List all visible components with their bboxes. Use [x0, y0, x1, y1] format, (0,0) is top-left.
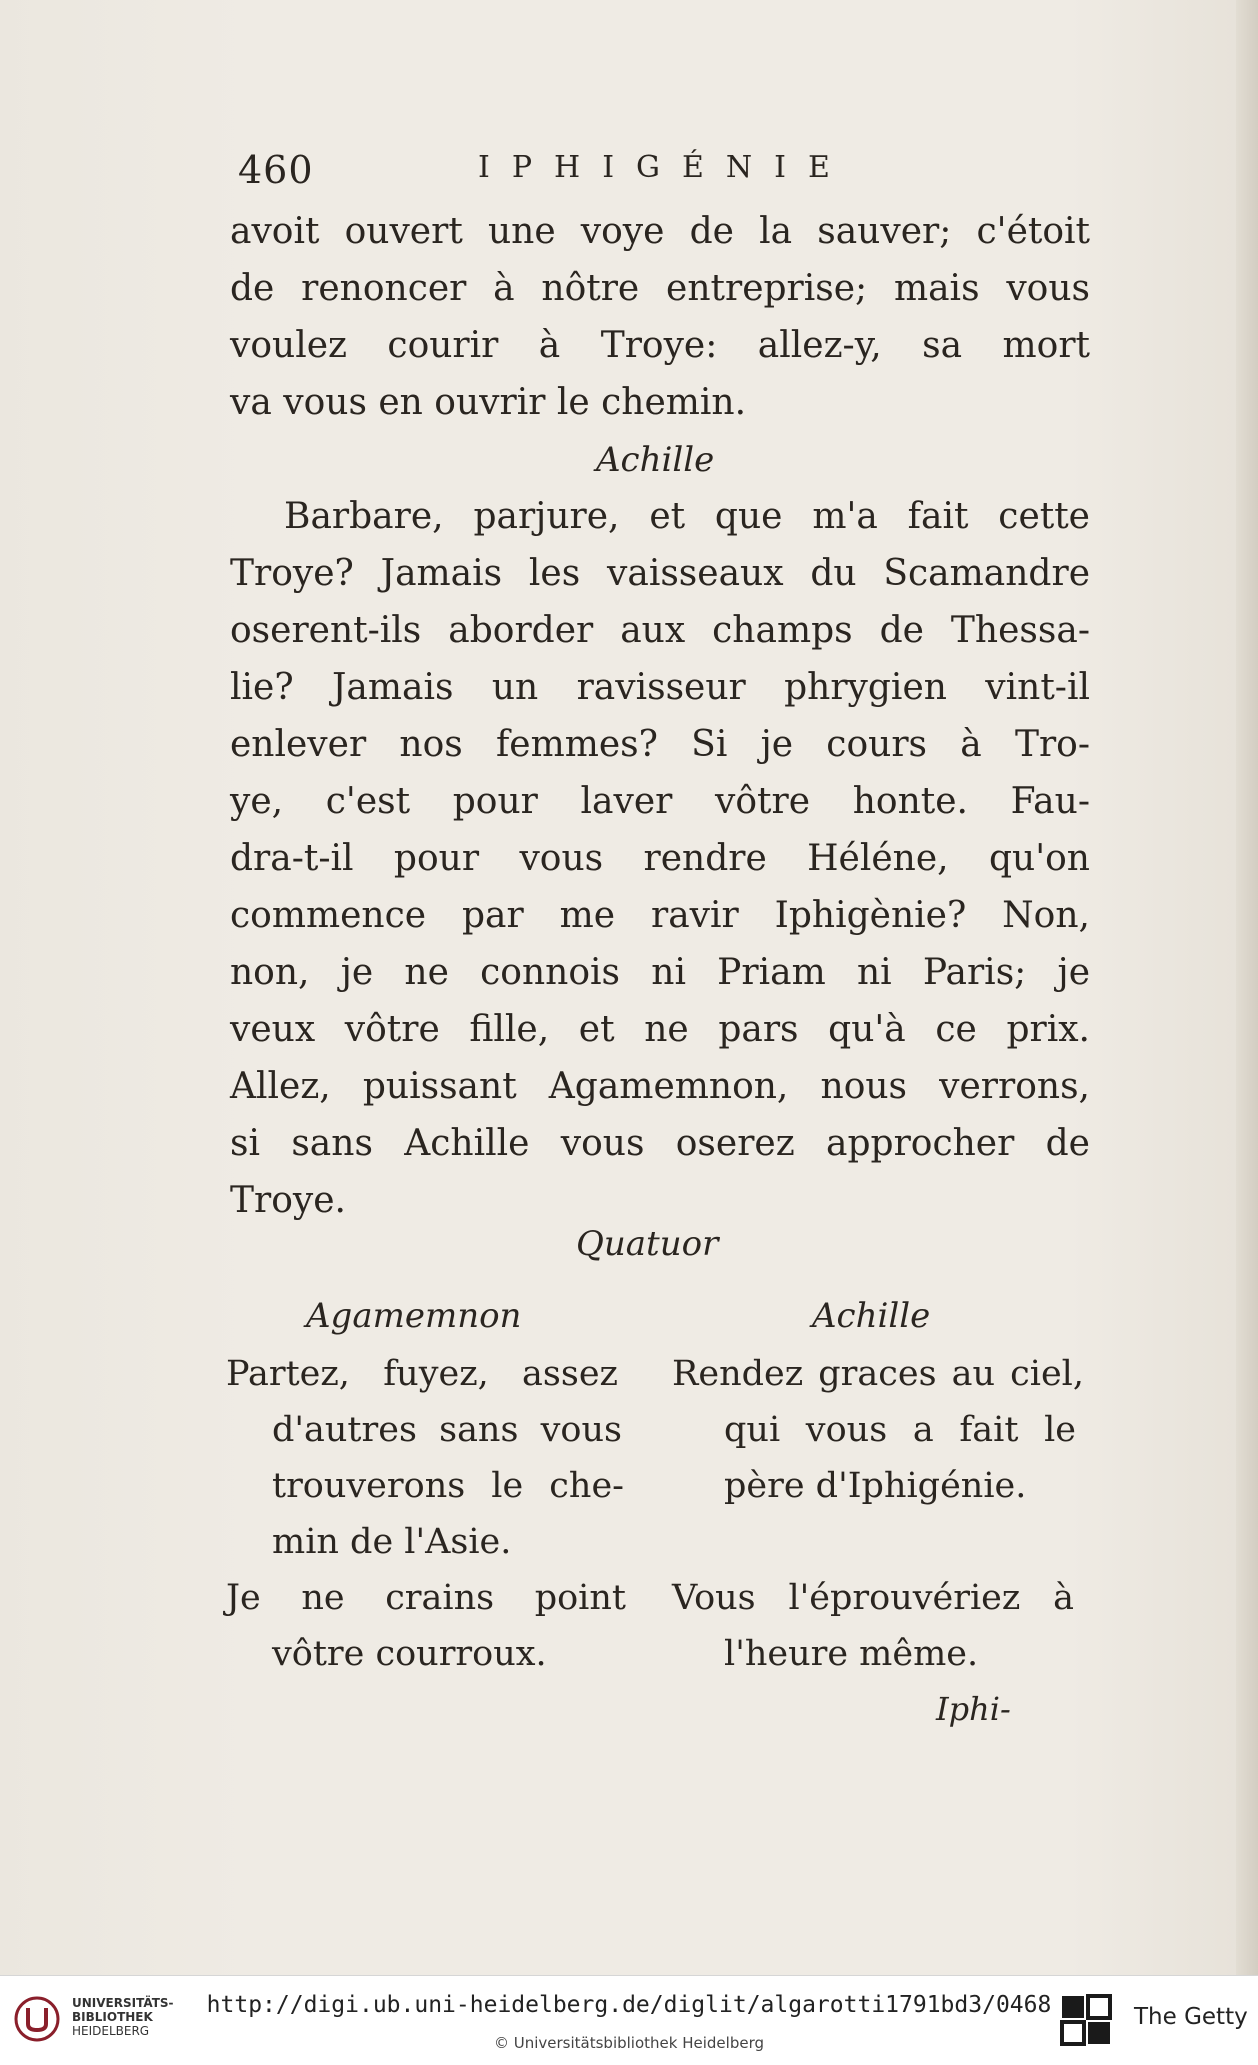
text-line: si sans Achille vous oserez approcher de	[230, 1123, 1090, 1164]
page-number: 460	[238, 148, 314, 192]
running-title: IPHIGÉNIE	[478, 150, 852, 185]
catchword: Iphi-	[936, 1690, 1011, 1728]
text-line: non, je ne connois ni Priam ni Paris; je	[230, 952, 1090, 993]
text-line: Troye.	[230, 1180, 346, 1221]
right-column-line: Vous l'éprouvériez à	[672, 1578, 1074, 1618]
left-column-line: Je ne crains point	[226, 1578, 626, 1618]
left-column-line: vôtre courroux.	[272, 1634, 547, 1674]
getty-logo-icon	[1058, 1992, 1114, 2048]
page-edge	[1236, 0, 1258, 1975]
getty-label: The Getty	[1134, 2004, 1248, 2030]
left-speaker: Agamemnon	[306, 1296, 522, 1336]
text-line: Barbare, parjure, et que m'a fait cette	[284, 496, 1090, 537]
section-title: Quatuor	[576, 1224, 719, 1264]
text-line: veux vôtre fille, et ne pars qu'à ce prix.	[230, 1009, 1090, 1050]
text-line: de renoncer à nôtre entreprise; mais vous	[230, 268, 1090, 309]
text-line: enlever nos femmes? Si je cours à Tro-	[230, 724, 1090, 765]
right-column-line: l'heure même.	[724, 1634, 979, 1674]
right-column-line: qui vous a fait le	[724, 1410, 1076, 1450]
text-line: Troye? Jamais les vaisseaux du Scamandre	[230, 553, 1090, 594]
right-column-line: Rendez graces au ciel,	[672, 1354, 1084, 1394]
permalink-url[interactable]: http://digi.ub.uni-heidelberg.de/diglit/algarotti1791bd3/0468	[206, 1992, 1052, 2018]
text-line: dra-t-il pour vous rendre Héléne, qu'on	[230, 838, 1090, 879]
left-column-line: d'autres sans vous	[272, 1410, 622, 1450]
left-column-line: trouverons le che-	[272, 1466, 624, 1506]
text-line: Allez, puissant Agamemnon, nous verrons,	[230, 1066, 1090, 1107]
text-line: voulez courir à Troye: allez-y, sa mort	[230, 325, 1090, 366]
text-line: ye, c'est pour laver vôtre honte. Fau-	[230, 781, 1090, 822]
page-header	[238, 148, 1078, 198]
left-column-line: min de l'Asie.	[272, 1522, 512, 1562]
left-column-line: Partez, fuyez, assez	[226, 1354, 618, 1394]
text-line: lie? Jamais un ravisseur phrygien vint-il	[230, 667, 1090, 708]
text-line: avoit ouvert une voye de la sauver; c'étoit	[230, 211, 1090, 252]
library-name-line: BIBLIOTHEK	[72, 2010, 153, 2024]
footer-bar	[0, 1975, 1258, 2065]
library-name-line: HEIDELBERG	[72, 2024, 150, 2038]
copyright-notice: © Universitätsbibliothek Heidelberg	[493, 2034, 764, 2052]
text-line: commence par me ravir Iphigènie? Non,	[230, 895, 1090, 936]
text-line: oserent-ils aborder aux champs de Thessa-	[230, 610, 1090, 651]
speaker-heading: Achille	[596, 440, 715, 480]
text-line: va vous en ouvrir le chemin.	[230, 382, 747, 423]
right-column-line: père d'Iphigénie.	[724, 1466, 1027, 1506]
right-speaker: Achille	[812, 1296, 931, 1336]
library-name-line: UNIVERSITÄTS-	[72, 1996, 174, 2010]
